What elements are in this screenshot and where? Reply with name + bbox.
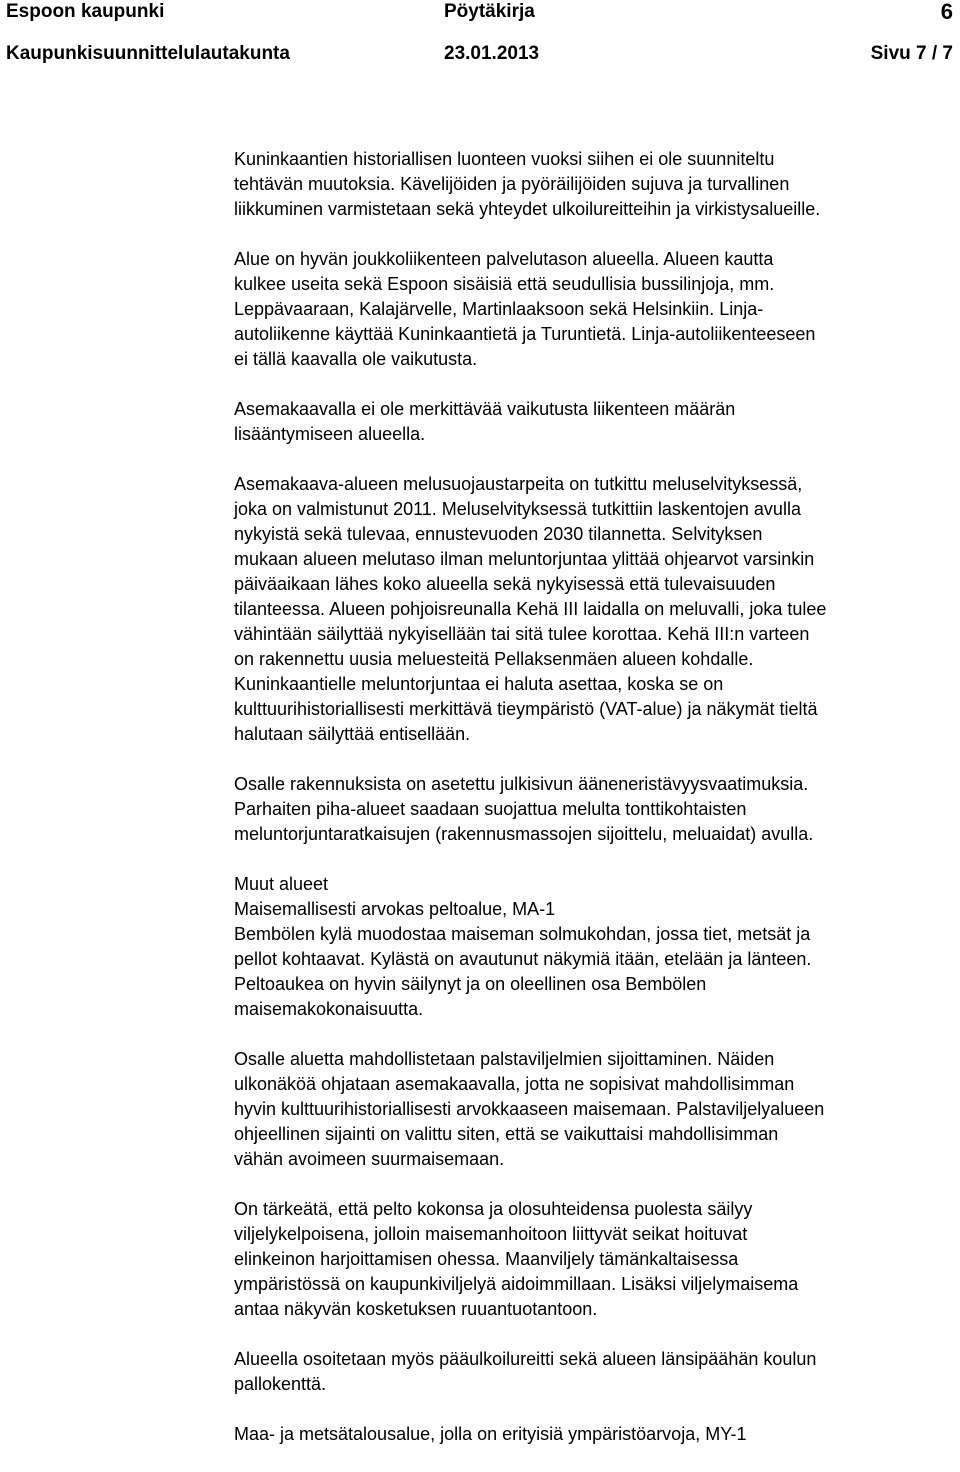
text-line: Maisemallisesti arvokas peltoalue, MA-1 bbox=[234, 899, 556, 919]
text-line: halutaan säilyttää entisellään. bbox=[234, 724, 471, 744]
text-line: viljelykelpoisena, jolloin maisemanhoitoon liittyvät seikat hoituvat bbox=[234, 1224, 748, 1244]
text-line: kulkee useita sekä Espoon sisäisiä että seudullisia bussilinjoja, mm. bbox=[234, 274, 775, 294]
text-line: Maa- ja metsätalousalue, jolla on erityisiä ympäristöarvoja, MY-1 bbox=[234, 1424, 747, 1444]
text-line: päiväaikaan lähes koko alueella sekä nykyisessä että tulevaisuuden bbox=[234, 574, 776, 594]
text-line: nykyistä sekä tulevaa, ennustevuoden 2030 tilannetta. Selvityksen bbox=[234, 524, 763, 544]
text-line: meluntorjuntaratkaisujen (rakennusmassojen sijoittelu, meluaidat) avulla. bbox=[234, 824, 814, 844]
paragraph bbox=[234, 872, 954, 1022]
text-line: mukaan alueen melutaso ilman meluntorjuntaa ylittää ohjearvot varsinkin bbox=[234, 549, 815, 569]
text-line: vähän avoimeen suurmaisemaan. bbox=[234, 1149, 505, 1169]
text-line: Osalle aluetta mahdollistetaan palstaviljelmien sijoittaminen. Näiden bbox=[234, 1049, 775, 1069]
text-line: kulttuurihistoriallisesti merkittävä tieympäristö (VAT-alue) ja näkymät tieltä bbox=[234, 699, 818, 719]
text-line: lisääntymiseen alueella. bbox=[234, 424, 426, 444]
paragraph bbox=[234, 772, 954, 847]
paragraph bbox=[234, 397, 954, 447]
text-line: On tärkeätä, että pelto kokonsa ja olosuhteidensa puolesta säilyy bbox=[234, 1199, 753, 1219]
organization-name: Espoon kaupunki bbox=[6, 1, 165, 22]
header-row-1 bbox=[6, 0, 953, 24]
text-line: autoliikenne käyttää Kuninkaantietä ja Turuntietä. Linja-autoliikenteeseen bbox=[234, 324, 816, 344]
page-number: Sivu 7 / 7 bbox=[870, 43, 953, 64]
text-line: Alueella osoitetaan myös pääulkoilureitti sekä alueen länsipäähän koulun bbox=[234, 1349, 817, 1369]
paragraph bbox=[234, 1347, 954, 1397]
document-header bbox=[6, 0, 953, 88]
paragraph bbox=[234, 472, 954, 747]
document-body bbox=[234, 147, 954, 1472]
text-line: Leppävaaraan, Kalajärvelle, Martinlaaksoon sekä Helsinkiin. Linja- bbox=[234, 299, 764, 319]
meeting-date: 23.01.2013 bbox=[444, 43, 540, 64]
document-type: Pöytäkirja bbox=[444, 1, 535, 22]
text-line: ulkonäköä ohjataan asemakaavalla, jotta ne sopisivat mahdollisimman bbox=[234, 1074, 795, 1094]
section-number: 6 bbox=[940, 0, 953, 24]
text-line: Asemakaava-alueen melusuojaustarpeita on tutkittu meluselvityksessä, bbox=[234, 474, 803, 494]
text-line: vähintään säilyttää nykyisellään tai sitä tulee korottaa. Kehä III:n varteen bbox=[234, 624, 810, 644]
text-line: Peltoaukea on hyvin säilynyt ja on oleellinen osa Bembölen bbox=[234, 974, 707, 994]
text-line: pellot kohtaavat. Kylästä on avautunut näkymiä itään, etelään ja länteen. bbox=[234, 949, 812, 969]
text-line: liikkuminen varmistetaan sekä yhteydet ulkoilureitteihin ja virkistysalueille. bbox=[234, 199, 821, 219]
text-line: Kuninkaantien historiallisen luonteen vuoksi siihen ei ole suunniteltu bbox=[234, 149, 775, 169]
text-line: Muut alueet bbox=[234, 874, 329, 894]
text-line: tilanteessa. Alueen pohjoisreunalla Kehä III laidalla on meluvalli, joka tulee bbox=[234, 599, 827, 619]
text-line: joka on valmistunut 2011. Meluselvityksessä tutkittiin laskentojen avulla bbox=[234, 499, 801, 519]
board-name: Kaupunkisuunnittelulautakunta bbox=[6, 43, 290, 64]
text-line: ympäristössä on kaupunkiviljelyä aidoimmillaan. Lisäksi viljelymaisema bbox=[234, 1274, 799, 1294]
paragraph bbox=[234, 1047, 954, 1172]
text-line: maisemakokonaisuutta. bbox=[234, 999, 424, 1019]
text-line: Asemakaavalla ei ole merkittävää vaikutusta liikenteen määrän bbox=[234, 399, 736, 419]
text-line: ei tällä kaavalla ole vaikutusta. bbox=[234, 349, 478, 369]
text-line: on rakennettu uusia meluesteitä Pellaksenmäen alueen kohdalle. bbox=[234, 649, 754, 669]
text-line: tehtävän muutoksia. Kävelijöiden ja pyöräilijöiden sujuva ja turvallinen bbox=[234, 174, 790, 194]
paragraph bbox=[234, 147, 954, 222]
paragraph bbox=[234, 1197, 954, 1322]
text-line: ohjeellinen sijainti on valittu siten, että se vaikuttaisi mahdollisimman bbox=[234, 1124, 779, 1144]
paragraph bbox=[234, 1422, 954, 1447]
text-line: antaa näkyvän kosketuksen ruuantuotantoon. bbox=[234, 1299, 598, 1319]
text-line: Bembölen kylä muodostaa maiseman solmukohdan, jossa tiet, metsät ja bbox=[234, 924, 811, 944]
text-line: Alue on hyvän joukkoliikenteen palvelutason alueella. Alueen kautta bbox=[234, 249, 774, 269]
text-line: elinkeinon harjoittamisen ohessa. Maanviljely tämänkaltaisessa bbox=[234, 1249, 739, 1269]
paragraph bbox=[234, 247, 954, 372]
header-row-2 bbox=[6, 42, 953, 66]
text-line: hyvin kulttuurihistoriallisesti arvokkaaseen maisemaan. Palstaviljelyalueen bbox=[234, 1099, 825, 1119]
text-line: pallokenttä. bbox=[234, 1374, 327, 1394]
text-line: Kuninkaantielle meluntorjuntaa ei haluta asettaa, koska se on bbox=[234, 674, 724, 694]
text-line: Osalle rakennuksista on asetettu julkisivun ääneneristävyysvaatimuksia. bbox=[234, 774, 809, 794]
text-line: Parhaiten piha-alueet saadaan suojattua melulta tonttikohtaisten bbox=[234, 799, 747, 819]
